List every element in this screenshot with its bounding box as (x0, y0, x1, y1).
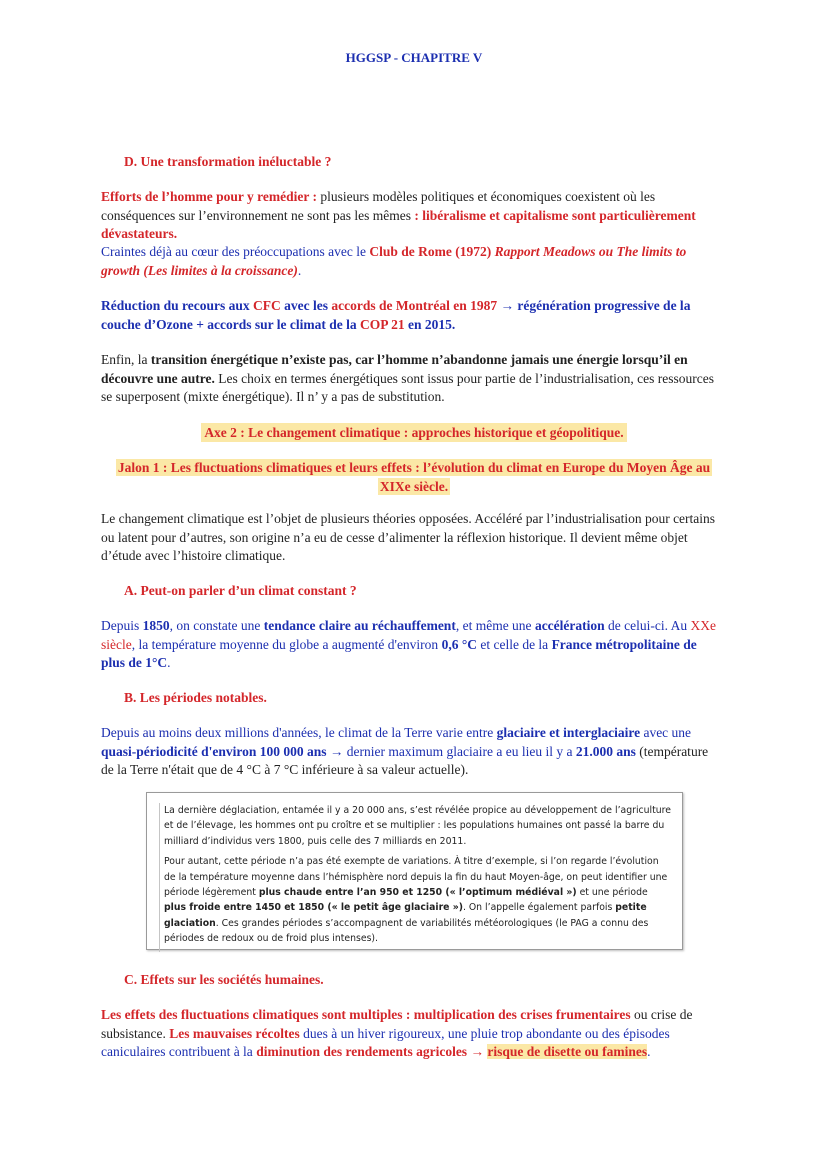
text-cop-year: en 2015. (404, 316, 456, 332)
text-acceleration: accélération (534, 618, 605, 633)
text-club-de-rome: Club de Rome (1972) (369, 244, 495, 259)
paragraph-effets (101, 1006, 723, 1062)
text-mauvaises-recoltes: Les mauvaises récoltes (169, 1025, 300, 1041)
text-cfc-avec: avec les (280, 298, 332, 313)
text-a5: , et même une (455, 618, 535, 633)
text-a7: de celui-ci. Au (604, 618, 691, 633)
paragraph-depuis-1850 (101, 617, 723, 673)
text-cfc: CFC (253, 298, 281, 313)
text-a9: , la température moyenne du globe a augmenté d'environ (131, 636, 442, 652)
text-glaciaire: glaciaire et interglaciaire (496, 725, 641, 740)
text-transition-body: Les choix en termes énergétiques sont issus pour partie de l’industrialisation, ces ressources se superposent (mixte énergétique). Il n’ y a pas de substitution. (101, 370, 714, 404)
text-subsistance: ou crise de subsistance. (101, 1007, 693, 1041)
heading-section-c: C. Effets sur les sociétés humaines. (124, 972, 324, 987)
paragraph-cfc (101, 297, 723, 334)
text-a1: Depuis (101, 618, 143, 633)
text-b1: Depuis au moins deux millions d'années, le climat de la Terre varie entre (101, 725, 497, 740)
text-tendance: tendance claire au réchauffement (263, 618, 456, 633)
text-cop21: COP 21 (360, 316, 405, 332)
quote-box (146, 792, 683, 950)
heading-section-d: D. Une transformation inéluctable ? (124, 154, 332, 169)
heading-section-b: B. Les périodes notables. (124, 690, 267, 705)
text-b7: (température de la Terre n'était que de 4 °C à 7 °C inférieure à sa valeur actuelle). (101, 743, 709, 777)
axe-label: Axe 2 : Le changement climatique : approches historique et géopolitique. (201, 423, 626, 442)
text-france: France métropolitaine de plus de 1°C (101, 636, 697, 670)
text-efforts-conclusion: : libéralisme et capitalisme sont particulièrement dévastateurs. (101, 207, 696, 241)
text-rapport-meadows: Rapport Meadows ou The limits to growth (Les limites à la croissance) (101, 244, 687, 278)
text-transition-intro: Enfin, la (101, 352, 151, 367)
text-disette: risque de disette ou famines (487, 1044, 648, 1059)
text-craintes-intro: Craintes déjà au cœur des préoccupations avec le (101, 244, 370, 259)
text-1850: 1850 (142, 618, 170, 633)
paragraph-periodes (101, 724, 723, 780)
text-21000: 21.000 ans (575, 743, 636, 759)
paragraph-intro: Le changement climatique est l’objet de plusieurs théories opposées. Accéléré par l’industrialisation pour certains ou latent pour d’autres, son origine n’a eu de cesse d’alimenter la réflexion historique. Il devient même objet d’étude avec l’histoire climatique. (101, 511, 716, 563)
text-montreal: accords de Montréal en 1987 (331, 298, 498, 313)
quote-t7: . Ces grandes périodes s’accompagnent de variabilités météorologiques (le PAG a connu des périodes de redoux ou de froid plus intenses). (164, 917, 649, 945)
quote-t1: Pour autant, cette période n’a pas été exempte de variations. À titre d’exemple, si l’on regarde l’évolution de la température moyenne dans l’hémisphère nord depuis la fin du haut Moyen-âge, on peut identifier une période légèrement (164, 856, 668, 899)
text-diminution: diminution des rendements agricoles → (256, 1044, 488, 1059)
text-a3: , on constate une (169, 618, 264, 633)
text-c7: . (647, 1044, 651, 1059)
jalon-line-2: XIXe siècle. (379, 479, 449, 494)
quote-box-content (159, 803, 672, 952)
text-b5: → dernier maximum glaciaire a eu lieu il y a (326, 743, 576, 759)
quote-petite-glaciation: petite glaciation (164, 902, 647, 929)
text-cfc-intro: Réduction du recours aux (101, 298, 254, 313)
text-transition-bold: transition énergétique n’existe pas, car l’homme n’abandonne jamais une énergie lorsqu’il en découvre une autre. (101, 352, 688, 386)
heading-section-a: A. Peut-on parler d’un climat constant ? (124, 583, 357, 598)
text-xxe-siecle: XXe siècle (101, 618, 717, 652)
text-effets-multiples: Les effets des fluctuations climatiques sont multiples : multiplication des crises frumentaires (101, 1007, 631, 1022)
text-efforts-label: Efforts de l’homme pour y remédier : (101, 189, 317, 204)
text-a11: et celle de la (476, 636, 552, 652)
quote-t5: . On l’appelle également parfois (462, 902, 616, 914)
text-ozone: → régénération progressive de la couche d’Ozone + accords sur le climat de la (101, 298, 691, 332)
jalon-line-1: Jalon 1 : Les fluctuations climatiques et leurs effets : l’évolution du climat en Europe du Moyen Âge au (117, 460, 711, 475)
quote-petit-age: plus froide entre 1450 et 1850 (« le petit âge glaciaire ») (164, 902, 463, 914)
paragraph-craintes (101, 243, 723, 280)
text-c4: dues à un hiver rigoureux, une pluie trop abondante ou des épisodes caniculaires contribuent à la (101, 1025, 670, 1059)
text-quasi: quasi-périodicité d'environ 100 000 ans (101, 743, 327, 759)
quote-optimum: plus chaude entre l’an 950 et 1250 (« l’optimum médiéval ») (258, 887, 577, 899)
text-craintes-end: . (297, 262, 302, 278)
text-a13: . (167, 655, 171, 670)
page-title: HGGSP - CHAPITRE V (345, 50, 483, 65)
quote-paragraph-2 (164, 854, 672, 946)
quote-paragraph-1: La dernière déglaciation, entamée il y a 20 000 ans, s’est révélée propice au développement de l’agriculture et de l’élevage, les hommes ont pu croître et se multiplier : les populations humaines ont passé la barre du milliard d’individus vers 1800, puis celle des 7 milliards en 2011. (164, 805, 671, 847)
text-b3: avec une (640, 725, 692, 740)
text-efforts-body: plusieurs modèles politiques et économiques coexistent où les conséquences sur l’environnement ne sont pas les mêmes (101, 189, 656, 223)
paragraph-transition (101, 351, 723, 407)
jalon-heading (101, 458, 727, 496)
paragraph-efforts (101, 188, 723, 244)
text-0-6: 0,6 °C (441, 636, 477, 652)
quote-t3: et une période (576, 887, 648, 899)
axe-heading (0, 424, 828, 442)
